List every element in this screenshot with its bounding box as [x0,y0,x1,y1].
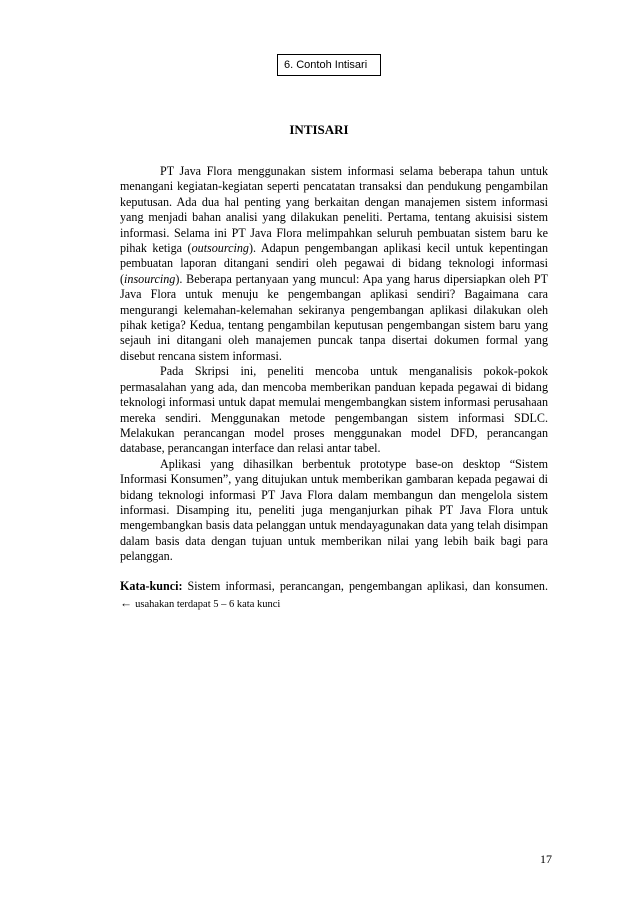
body-paragraph [120,457,548,565]
page-title: INTISARI [289,122,349,137]
paragraph-text: PT Java Flora menggunakan sistem informasi selama beberapa tahun untuk menangani kegiatan-kegiatan seperti pencatatan transaksi dan pendukung pengambilan keputusan. Ada dua hal penting yang berkaitan dengan manajemen sistem informasi yang menjadi bahan analisi yang dilakukan peneliti. Pertama, tentang akuisisi sistem informasi. Selama ini PT Java Flora melimpahkan seluruh pembuatan sistem baru ke pihak ketiga ( [120,164,548,256]
keywords-label: Kata-kunci: [120,579,183,593]
arrow-left-icon: ← [120,596,133,610]
section-label-box: 6. Contoh Intisari [277,54,381,76]
keywords-line [120,578,548,613]
paragraph-text: Pada Skripsi ini, peneliti mencoba untuk menganalisis pokok-pokok permasalahan yang ada, dan mencoba memberikan panduan kepada pegawai di bidang teknologi informasi untuk dapat memulai mengembangkan sistem informasi perusahaan mereka sendiri. Menggunakan metode pengembangan sistem informasi SDLC. Melakukan perancangan model proses menggunakan model DFD, perancangan database, perancangan interface dan relasi antar tabel. [120,364,548,456]
keywords-hint: usahakan terdapat 5 – 6 kata kunci [135,599,281,610]
abstract-body [120,164,548,565]
body-paragraph [120,164,548,364]
page-number: 17 [540,852,552,866]
italic-term: outsourcing [191,241,249,256]
paragraph-text: ). Beberapa pertanyaan yang muncul: Apa yang harus dipersiapkan oleh PT Java Flora untuk menuju ke pengembangan aplikasi sendiri? Bagaimana cara mengurangi kelemahan-kelemahan sekiranya pengembangan aplikasi dilakukan oleh pihak ketiga? Kedua, tentang pengambilan keputusan pengembangan sistem baru yang sejauh ini ditangani oleh manajemen puncak tanpa disertai dokumen formal yang disebut rencana sistem informasi. [120,271,548,363]
italic-term: insourcing [124,271,176,286]
keywords-text: Sistem informasi, perancangan, pengembangan aplikasi, dan konsumen. [187,579,548,593]
body-paragraph [120,364,548,456]
paragraph-text: ). Adapun pengembangan aplikasi kecil untuk kepentingan pembuatan laporan ditangani sendiri oleh pegawai di bidang teknologi informasi ( [120,241,548,286]
paragraph-text: Aplikasi yang dihasilkan berbentuk prototype base-on desktop “Sistem Informasi Konsumen”, yang ditujukan untuk memberikan gambaran kepada pegawai di bidang teknologi informasi PT Java Flora dalam membangun dan mengelola sistem informasi. Disamping itu, peneliti juga menganjurkan pihak PT Java Flora untuk mengembangkan basis data pelanggan untuk mendayagunakan data yang telah disimpan dalam basis data dengan tujuan untuk memberikan nilai yang lebih baik bagi para pelanggan. [120,456,548,564]
